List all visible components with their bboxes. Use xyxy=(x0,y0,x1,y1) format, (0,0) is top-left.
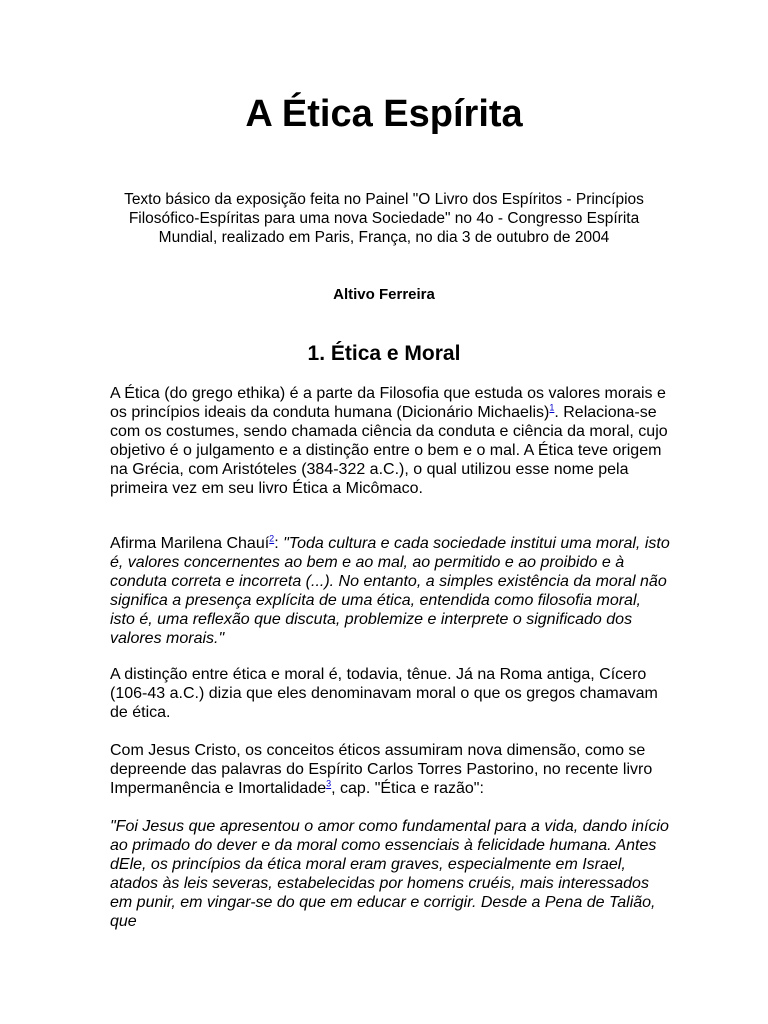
footnote-ref-2-label[interactable]: 2 xyxy=(269,533,275,544)
paragraph-5-quote: "Foi Jesus que apresentou o amor como fundamental para a vida, dando início ao primado do dever e da moral como essenciais à felicidade humana. Antes dEle, os princípios da ética moral eram graves, especialmente em Israel, atados às leis severas, estabelecidas por homens cruéis, mais interessados em punir, em vingar-se do que em educar e corrigir. Desde a Pena de Talião, que xyxy=(110,818,669,930)
paragraph-1-text-b: . Relaciona-se com os costumes, sendo chamada ciência da conduta e ciência da moral, cujo objetivo é o julgamento e a distinção entre o bem e o mal. A Ética teve origem na Grécia, com Aristóteles (384-322 a.C.), o qual utilizou esse nome pela primeira vez em seu livro Ética a Micômaco. xyxy=(110,404,668,497)
paragraph-2 xyxy=(110,534,670,648)
document-title: A Ética Espírita xyxy=(245,93,523,135)
paragraph-4-text-b: , cap. "Ética e razão": xyxy=(331,780,484,797)
paragraph-2-text-a: Afirma Marilena Chauí xyxy=(110,535,270,552)
paragraph-2-colon: : xyxy=(274,535,284,552)
footnote-ref-3-label[interactable]: 3 xyxy=(326,778,332,789)
author-name: Altivo Ferreira xyxy=(333,286,435,303)
section-heading: 1. Ética e Moral xyxy=(307,342,461,365)
paragraph-1-text-a: A Ética (do grego ethika) é a parte da Filosofia que estuda os valores morais e os princípios ideais da conduta humana (Dicionário Michaelis) xyxy=(110,385,666,421)
paragraph-3: A distinção entre ética e moral é, todavia, tênue. Já na Roma antiga, Cícero (106-43 a.C.) dizia que eles denominavam moral o que os gregos chamavam de ética. xyxy=(110,666,658,721)
paragraph-4-text-a: Com Jesus Cristo, os conceitos éticos assumiram nova dimensão, como se depreende das palavras do Espírito Carlos Torres Pastorino, no recente livro Impermanência e Imortalidade xyxy=(110,742,653,797)
paragraph-2-quote: "Toda cultura e cada sociedade institui uma moral, isto é, valores concernentes ao bem e ao mal, ao permitido e ao proibido e à conduta correta e incorreta (...). No entanto, a simples existência da moral não significa a presença explícita de uma ética, entendida como filosofia moral, isto é, uma reflexão que discuta, problemize e interprete o significado dos valores morais." xyxy=(110,535,670,647)
document-subtitle: Texto básico da exposição feita no Painel "O Livro dos Espíritos - Princípios Filosófico-Espíritas para uma nova Sociedade" no 4o - Congresso Espírita Mundial, realizado em Paris, França, no dia 3 de outubro de 2004 xyxy=(124,191,644,246)
paragraph-1 xyxy=(110,384,670,498)
paragraph-4 xyxy=(110,741,670,798)
footnote-ref-1-label[interactable]: 1 xyxy=(549,402,555,413)
